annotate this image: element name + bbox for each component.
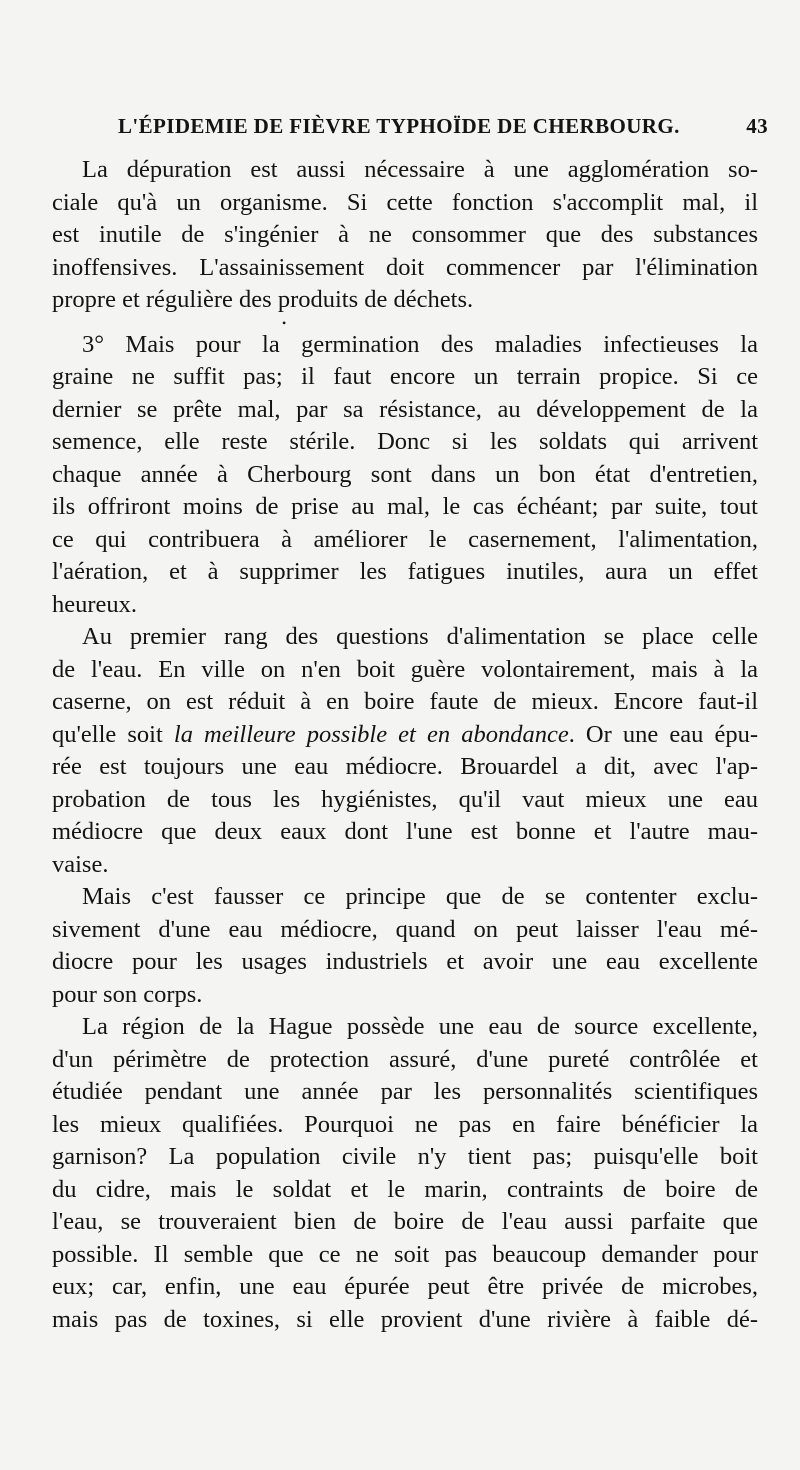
text-segment: qu'elle soit — [52, 720, 174, 748]
paragraph-5 — [52, 1011, 758, 1336]
text-line: chaque année à Cherbourg sont dans un bon état d'entretien, — [52, 460, 758, 488]
text-line: les mieux qualifiées. Pourquoi ne pas en faire bénéficier la — [52, 1110, 758, 1138]
italic-phrase: la meilleure possible et en abondance — [173, 720, 569, 748]
text-line: heureux. — [52, 590, 138, 618]
text-line: médiocre que deux eaux dont l'une est bonne et l'autre mau- — [52, 818, 758, 845]
text-line: sivement d'une eau médiocre, quand on peut laisser l'eau mé- — [52, 915, 758, 943]
paragraph-3 — [52, 621, 758, 881]
page-number: 43 — [746, 114, 768, 138]
text-line: Au premier rang des questions d'alimentation se place celle — [82, 623, 758, 650]
text-line: La dépuration est aussi nécessaire à une agglomération so- — [82, 156, 758, 183]
text-line: ils offriront moins de prise au mal, le cas échéant; par suite, tout — [52, 493, 758, 520]
text-line: graine ne suffit pas; il faut encore un terrain propice. Si ce — [52, 363, 758, 390]
text-line: vaise. — [52, 850, 109, 878]
header-title: L'ÉPIDEMIE DE FIÈVRE TYPHOÏDE DE CHERBOURG. — [118, 114, 680, 138]
text-line: d'un périmètre de protection assuré, d'une pureté contrôlée et — [52, 1045, 758, 1073]
text-line: inoffensives. L'assainissement doit commencer par l'élimination — [52, 253, 758, 281]
text-line: probation de tous les hygiénistes, qu'il vaut mieux une eau — [52, 785, 758, 813]
text-line: eux; car, enfin, une eau épurée peut être privée de microbes, — [52, 1273, 758, 1300]
text-line: mais pas de toxines, si elle provient d'une rivière à faible dé- — [52, 1305, 758, 1333]
paragraph-1 — [52, 154, 758, 317]
text-line: rée est toujours une eau médiocre. Brouardel a dit, avec l'ap- — [52, 753, 758, 780]
body-text — [52, 154, 758, 1336]
text-line: La région de la Hague possède une eau de source excellente, — [82, 1013, 758, 1040]
paragraph-4 — [52, 881, 758, 1011]
text-segment: . Or une eau épu- — [568, 720, 759, 748]
text-line: Mais c'est fausser ce principe que de se contenter exclu- — [82, 883, 758, 910]
text-line: ce qui contribuera à améliorer le casernement, l'alimentation, — [52, 525, 758, 553]
text-line: propre et régulière des produits de déchets. — [52, 286, 474, 313]
text-line: ciale qu'à un organisme. Si cette fonction s'accomplit mal, il — [52, 188, 758, 216]
paragraph-2 — [52, 329, 758, 622]
text-line: diocre pour les usages industriels et avoir une eau excellente — [52, 948, 758, 975]
text-line: étudiée pendant une année par les personnalités scientifiques — [52, 1078, 758, 1105]
text-line: possible. Il semble que ce ne soit pas beaucoup demander pour — [52, 1240, 758, 1268]
text-line: l'eau, se trouveraient bien de boire de l'eau aussi parfaite que — [52, 1208, 758, 1235]
text-line: est inutile de s'ingénier à ne consommer que des substances — [52, 221, 758, 248]
text-line: garnison? La population civile n'y tient pas; puisqu'elle boit — [52, 1143, 758, 1170]
text-line: caserne, on est réduit à en boire faute de mieux. Encore faut-il — [52, 688, 758, 715]
text-line: pour son corps. — [52, 980, 203, 1008]
stray-mark: • — [282, 315, 287, 330]
text-line: du cidre, mais le soldat et le marin, contraints de boire de — [52, 1175, 758, 1203]
text-line: l'aération, et à supprimer les fatigues inutiles, aura un effet — [52, 558, 758, 585]
text-line: dernier se prête mal, par sa résistance, au développement de la — [52, 395, 758, 423]
text-line-with-italic — [52, 719, 758, 752]
running-header — [118, 114, 768, 139]
text-line: semence, elle reste stérile. Donc si les soldats qui arrivent — [52, 428, 758, 455]
text-line: de l'eau. En ville on n'en boit guère volontairement, mais à la — [52, 655, 758, 683]
text-line: 3° Mais pour la germination des maladies infectieuses la — [82, 330, 758, 358]
